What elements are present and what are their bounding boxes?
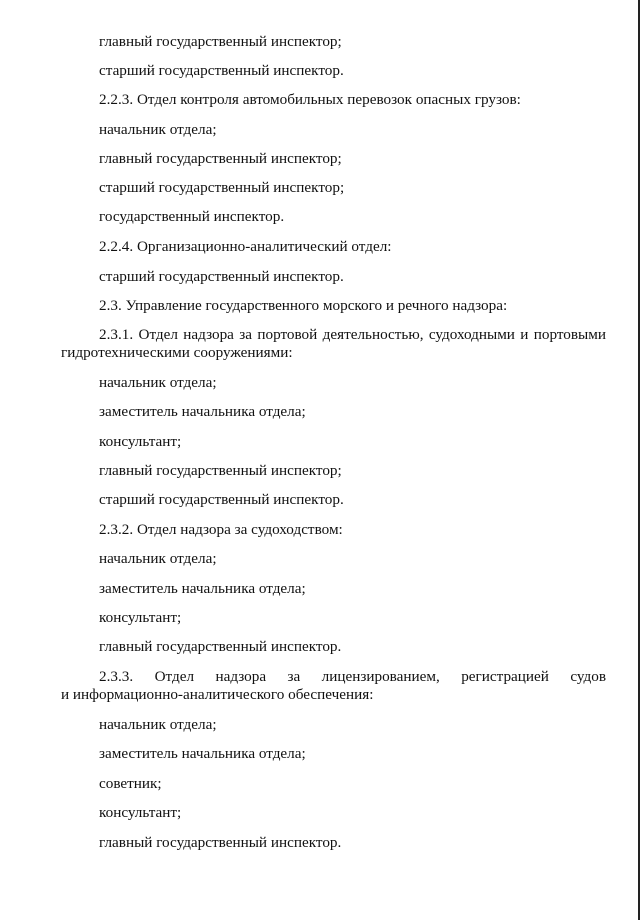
paragraph: главный государственный инспектор; [99, 33, 342, 50]
paragraph: старший государственный инспектор. [99, 491, 344, 508]
paragraph: советник; [99, 775, 162, 792]
paragraph: 2.3.2. Отдел надзора за судоходством: [99, 521, 343, 538]
paragraph: 2.3. Управление государственного морского и речного надзора: [99, 297, 508, 314]
paragraph: главный государственный инспектор; [99, 150, 342, 167]
paragraph: главный государственный инспектор. [99, 638, 342, 655]
paragraph: консультант; [99, 804, 182, 821]
paragraph: главный государственный инспектор. [99, 834, 342, 851]
paragraph: консультант; [99, 433, 182, 450]
paragraph: старший государственный инспектор. [99, 62, 344, 79]
paragraph: старший государственный инспектор; [99, 179, 345, 196]
paragraph: заместитель начальника отдела; [99, 403, 306, 420]
paragraph: заместитель начальника отдела; [99, 745, 306, 762]
paragraph: начальник отдела; [99, 374, 217, 391]
paragraph: начальник отдела; [99, 716, 217, 733]
paragraph: 2.2.4. Организационно-аналитический отдел: [99, 238, 392, 255]
paragraph: государственный инспектор. [99, 208, 285, 225]
paragraph-continuation: и информационно-аналитического обеспечения: [61, 686, 374, 703]
paragraph: начальник отдела; [99, 121, 217, 138]
paragraph-continuation: гидротехническими сооружениями: [61, 344, 293, 361]
paragraph: начальник отдела; [99, 550, 217, 567]
paragraph: заместитель начальника отдела; [99, 580, 306, 597]
paragraph: 2.2.3. Отдел контроля автомобильных перевозок опасных грузов: [99, 91, 521, 108]
paragraph: 2.3.3. Отдел надзора за лицензированием, регистрацией судов [99, 668, 606, 685]
paragraph: главный государственный инспектор; [99, 462, 342, 479]
paragraph: старший государственный инспектор. [99, 268, 344, 285]
paragraph: консультант; [99, 609, 182, 626]
paragraph: 2.3.1. Отдел надзора за портовой деятельностью, судоходными и портовыми [99, 326, 606, 343]
